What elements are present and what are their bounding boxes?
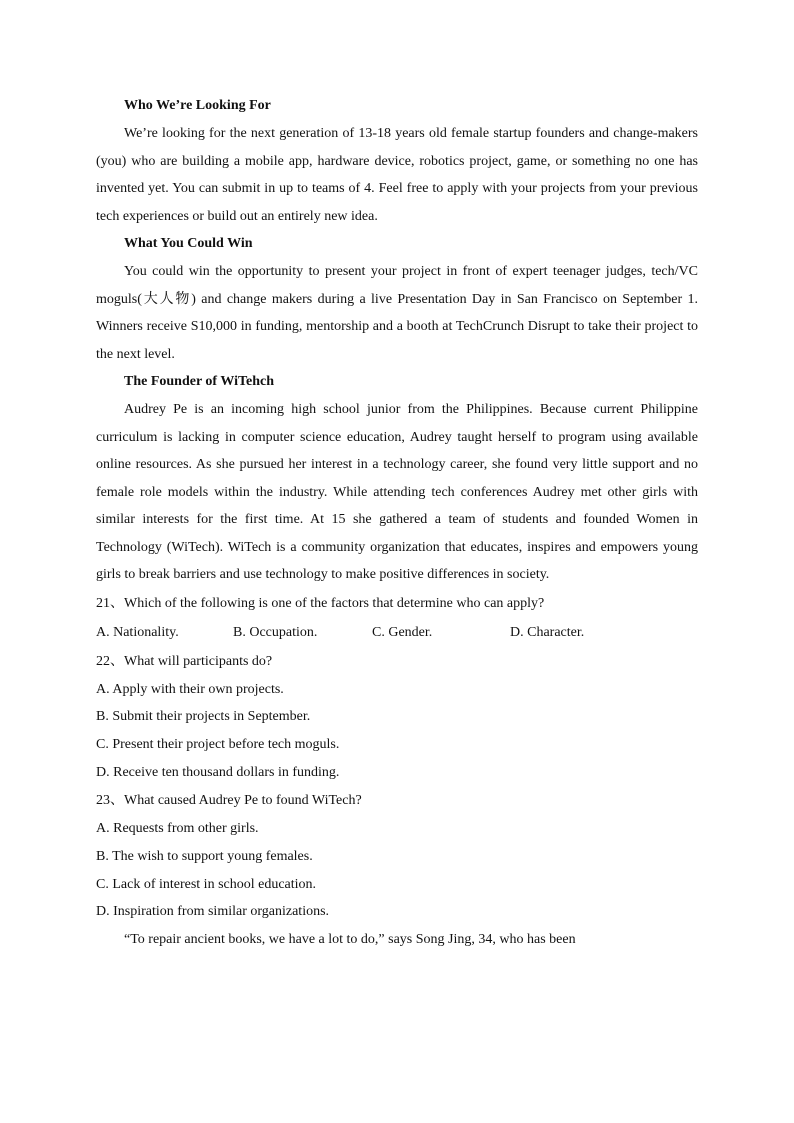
next-passage-opening: “To repair ancient books, we have a lot to do,” says Song Jing, 34, who has been — [124, 932, 576, 948]
question-22: 22、What will participants do? — [96, 653, 273, 669]
section-heading-looking-for: Who We’re Looking For — [124, 98, 271, 113]
question-21-options — [96, 618, 698, 647]
section-paragraph-looking-for: We’re looking for the next generation of 13-18 years old female startup founders and change-makers (you) who are building a mobile app, hardware device, robotics project, game, or something no one has invented yet. You can submit in up to teams of 4. Feel free to apply with your projects from your previous tech experiences or build out an entirely new idea. — [96, 126, 698, 224]
question-21-option-a: A. Nationality. — [96, 624, 179, 640]
question-22-option-a: A. Apply with their own projects. — [96, 681, 284, 697]
question-23-option-b: B. The wish to support young females. — [96, 849, 313, 865]
question-22-option-d: D. Receive ten thousand dollars in funding. — [96, 764, 340, 780]
question-22-option-b: B. Submit their projects in September. — [96, 709, 311, 725]
section-paragraph-founder: Audrey Pe is an incoming high school junior from the Philippines. Because current Philippine curriculum is lacking in computer science education, Audrey taught herself to program using available online resources. As she pursued her interest in a technology career, she found very little support and no female role models within the industry. While attending tech conferences Audrey met other girls with similar interests for the first time. At 15 she gathered a team of students and founded Women in Technology (WiTech). WiTech is a community organization that educates, inspires and empowers young girls to break barriers and use technology to make positive differences in society. — [96, 402, 698, 582]
question-21-option-d: D. Character. — [510, 624, 585, 640]
question-21-option-c: C. Gender. — [372, 624, 433, 640]
section-paragraph-could-win: You could win the opportunity to present your project in front of expert teenager judges, tech/VC moguls(大人物) and change makers during a live Presentation Day in San Francisco on September 1. Winners receive S10,000 in funding, mentorship and a booth at TechCrunch Disrupt to take their project to the next level. — [96, 264, 698, 362]
question-21: 21、Which of the following is one of the factors that determine who can apply? — [96, 595, 545, 611]
question-22-option-c: C. Present their project before tech moguls. — [96, 736, 340, 752]
section-heading-could-win: What You Could Win — [124, 236, 253, 251]
question-23-option-a: A. Requests from other girls. — [96, 821, 259, 837]
question-23-option-c: C. Lack of interest in school education. — [96, 876, 317, 892]
document-page — [96, 92, 698, 954]
question-21-option-b: B. Occupation. — [233, 624, 318, 640]
section-heading-founder: The Founder of WiTehch — [124, 374, 275, 389]
question-23: 23、What caused Audrey Pe to found WiTech? — [96, 793, 362, 809]
question-23-option-d: D. Inspiration from similar organizations. — [96, 904, 330, 920]
